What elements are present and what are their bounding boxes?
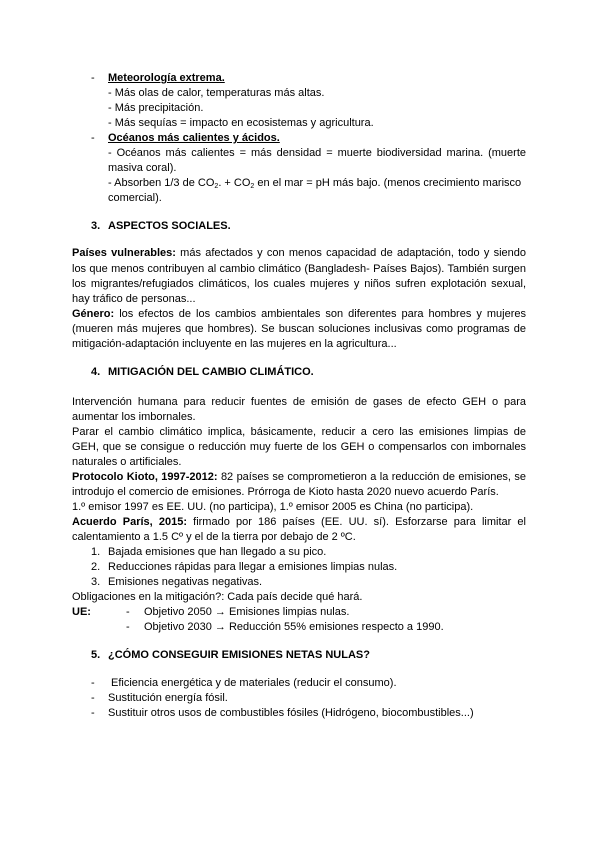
bullet-marker: - <box>126 606 130 618</box>
oceans-co2-text-a: - Absorben 1/3 de CO <box>108 177 215 189</box>
ue-label: UE: <box>72 606 91 618</box>
paragraph-line: 1.º emisor 1997 es EE. UU. (no participa), 1.º emisor 2005 es China (no participa). <box>72 501 474 513</box>
extreme-weather-item: - Más precipitación. <box>108 102 204 114</box>
obligations-line: Obligaciones en la mitigación?: Cada país decide qué hará. <box>72 591 363 603</box>
section-number: 3. <box>91 220 101 232</box>
paragraph-line: los que menos contribuyen al cambio climático (Bangladesh- Países Bajos). También surgen <box>72 263 526 275</box>
list-item: Sustitución energía fósil. <box>108 692 228 704</box>
bullet-marker: - <box>91 72 95 84</box>
paragraph-line: aumentar los imbornales. <box>72 411 196 423</box>
list-number: 3. <box>91 576 101 588</box>
paragraph-line: los migrantes/refugiados climáticos, los cuales mujeres y niños sufren explotación sexual, <box>72 278 526 290</box>
extreme-weather-item: - Más olas de calor, temperaturas más altas. <box>108 87 325 99</box>
paris-step: Bajada emisiones que han llegado a su pico. <box>108 546 327 558</box>
oceans-co2-item <box>108 176 521 190</box>
vulnerable-countries-label: Países vulnerables: <box>72 247 176 259</box>
ue-goal: Objetivo 2050 → Emisiones limpias nulas. <box>144 606 350 618</box>
vulnerable-countries-text: más afectados y con menos capacidad de adaptación, todo y siendo <box>175 247 526 259</box>
paragraph-line: (mueren más mujeres que hombres). Se buscan soluciones inclusivas como programas de <box>72 323 526 335</box>
list-item: Sustituir otros usos de combustibles fósiles (Hidrógeno, biocombustibles...) <box>108 707 474 719</box>
list-number: 1. <box>91 546 101 558</box>
oceans-item-continued: comercial). <box>108 192 162 204</box>
paris-paragraph <box>72 515 526 529</box>
kyoto-text: 82 países se comprometieron a la reducción de emisiones, se <box>217 471 526 483</box>
section-heading: ¿CÓMO CONSEGUIR EMISIONES NETAS NULAS? <box>108 649 370 661</box>
bullet-marker: - <box>91 132 95 144</box>
vulnerable-countries-paragraph <box>72 246 526 260</box>
paragraph-line: Parar el cambio climático implica, básicamente, reducir a cero las emisiones limpias de <box>72 426 526 438</box>
gender-text: los efectos de los cambios ambientales son diferentes para hombres y mujeres <box>114 308 526 320</box>
ue-goal: Objetivo 2030 → Reducción 55% emisiones respecto a 1990. <box>144 621 444 633</box>
paris-step: Reducciones rápidas para llegar a emisiones limpias nulas. <box>108 561 398 573</box>
paragraph-line: Intervención humana para reducir fuentes de emisión de gases de efecto GEH o para <box>72 396 526 408</box>
oceans-co2-text-b: . + CO <box>218 177 251 189</box>
paragraph-line: naturales o artificiales. <box>72 456 182 468</box>
co2-subscript: 2 <box>214 183 219 190</box>
section-number: 4. <box>91 366 101 378</box>
oceans-item-continued: masiva coral). <box>108 162 177 174</box>
paris-text: firmado por 186 países (EE. UU. sí). Esforzarse para limitar el <box>187 516 526 528</box>
paris-step: Emisiones negativas negativas. <box>108 576 263 588</box>
oceans-item: - Océanos más calientes = más densidad = muerte biodiversidad marina. (muerte <box>108 147 526 159</box>
paris-label: Acuerdo París, 2015: <box>72 516 187 528</box>
section-heading: MITIGACIÓN DEL CAMBIO CLIMÁTICO. <box>108 366 314 378</box>
bullet-marker: - <box>91 707 95 719</box>
list-number: 2. <box>91 561 101 573</box>
paragraph-line: calentamiento a 1.5 Cº y el de la tierra por debajo de 2 ºC. <box>72 531 356 543</box>
paragraph-line: introdujo el comercio de emisiones. Prórroga de Kioto hasta 2020 nuevo acuerdo París. <box>72 486 499 498</box>
bullet-marker: - <box>91 677 95 689</box>
gender-label: Género: <box>72 308 115 320</box>
bullet-marker: - <box>91 692 95 704</box>
kyoto-paragraph <box>72 470 526 484</box>
list-item: Eficiencia energética y de materiales (reducir el consumo). <box>111 677 397 689</box>
oceans-heading: Océanos más calientes y ácidos. <box>108 132 280 144</box>
section-number: 5. <box>91 649 101 661</box>
paragraph-line: hay tráfico de personas... <box>72 293 196 305</box>
extreme-weather-item: - Más sequías = impacto en ecosistemas y agricultura. <box>108 117 374 129</box>
oceans-co2-text-c: en el mar = pH más bajo. (menos crecimiento marisco <box>254 177 522 189</box>
kyoto-label: Protocolo Kioto, 1997-2012: <box>72 471 218 483</box>
paragraph-line: mitigación-adaptación incluyente en las mujeres en la agricultura... <box>72 338 397 350</box>
co2-subscript: 2 <box>250 183 255 190</box>
bullet-marker: - <box>126 621 130 633</box>
paragraph-line: GEH, que se consigue o reducción muy fuerte de los GEH o compensarlos con imbornales <box>72 441 526 453</box>
gender-paragraph <box>72 307 526 321</box>
section-heading: ASPECTOS SOCIALES. <box>108 220 231 232</box>
extreme-weather-heading: Meteorología extrema. <box>108 72 225 84</box>
